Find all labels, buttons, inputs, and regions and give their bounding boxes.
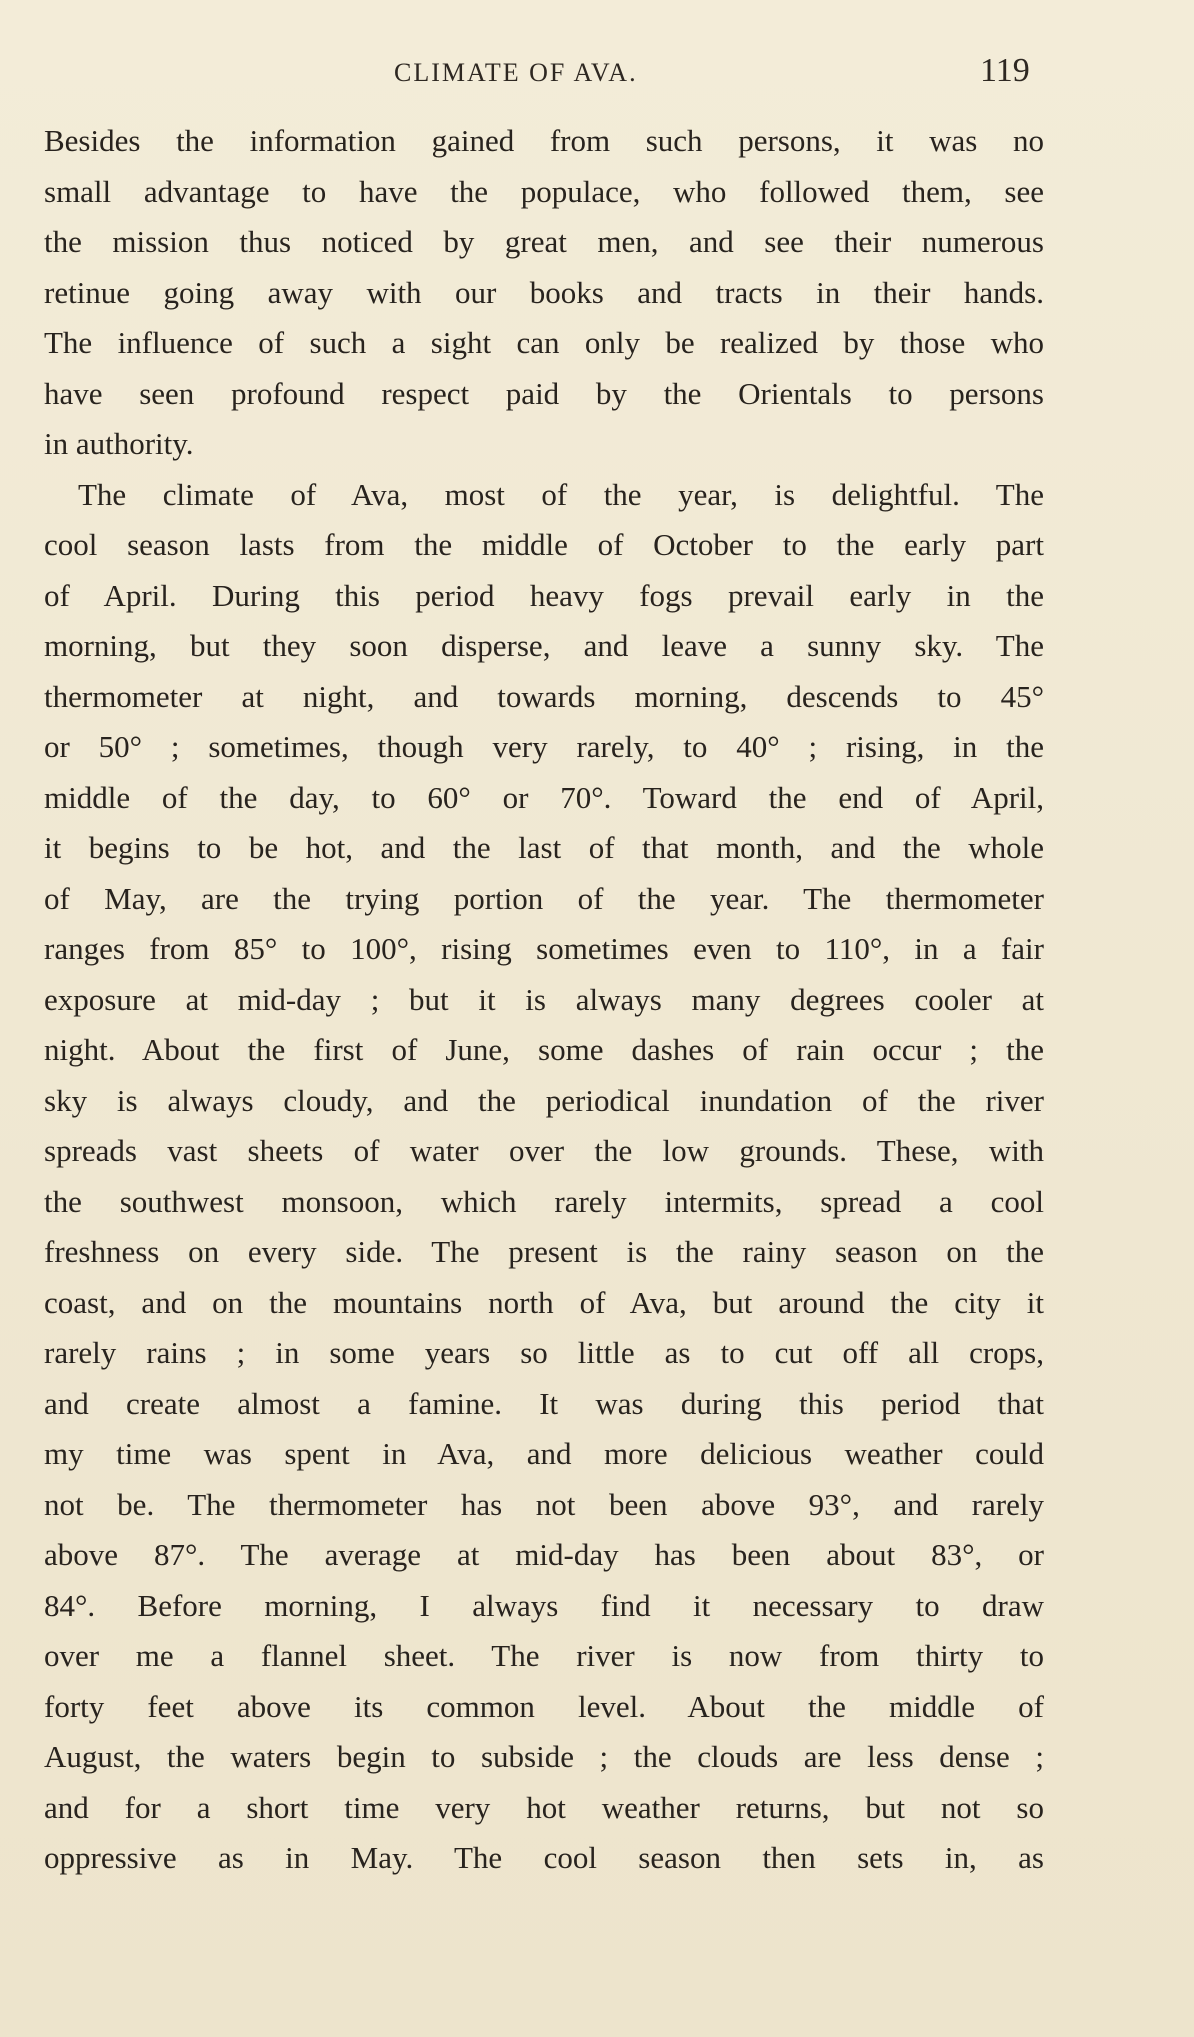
text-line: August, the waters begin to subside ; the clouds are less dense ; bbox=[44, 1739, 1044, 1774]
text-line: of May, are the trying portion of the year. The thermometer bbox=[44, 880, 1044, 916]
text-line: over me a flannel sheet. The river is now from thirty to bbox=[44, 1638, 1044, 1673]
text-line: it begins to be hot, and the last of that month, and the whole bbox=[44, 830, 1044, 865]
text-line: The climate of Ava, most of the year, is delightful. The bbox=[78, 476, 1044, 512]
text-line: the mission thus noticed by great men, and see their numerous bbox=[44, 224, 1044, 259]
text-line: spreads vast sheets of water over the low grounds. These, with bbox=[44, 1133, 1044, 1168]
text-line: or 50° ; sometimes, though very rarely, to 40° ; rising, in the bbox=[44, 729, 1044, 764]
text-line: and create almost a famine. It was during this period that bbox=[44, 1385, 1044, 1421]
text-line: rarely rains ; in some years so little as to cut off all crops, bbox=[44, 1335, 1044, 1370]
text-line: sky is always cloudy, and the periodical inundation of the river bbox=[44, 1082, 1044, 1118]
text-line: middle of the day, to 60° or 70°. Toward the end of April, bbox=[44, 779, 1044, 815]
text-line: my time was spent in Ava, and more delicious weather could bbox=[44, 1436, 1044, 1471]
text-line: of April. During this period heavy fogs prevail early in the bbox=[44, 577, 1044, 613]
text-line: ranges from 85° to 100°, rising sometimes even to 110°, in a fair bbox=[44, 931, 1044, 966]
page-header bbox=[0, 52, 1194, 92]
text-line: oppressive as in May. The cool season then sets in, as bbox=[44, 1840, 1044, 1875]
text-line: night. About the first of June, some dashes of rain occur ; the bbox=[44, 1032, 1044, 1067]
text-line: above 87°. The average at mid-day has been about 83°, or bbox=[44, 1537, 1044, 1572]
text-line: freshness on every side. The present is the rainy season on the bbox=[44, 1234, 1044, 1269]
body-text bbox=[44, 116, 1044, 1884]
text-line: in authority. bbox=[44, 426, 194, 461]
text-line: The influence of such a sight can only be realized by those who bbox=[44, 325, 1044, 360]
text-line: exposure at mid-day ; but it is always many degrees cooler at bbox=[44, 981, 1044, 1017]
text-line: small advantage to have the populace, who followed them, see bbox=[44, 173, 1044, 209]
text-line: Besides the information gained from such persons, it was no bbox=[44, 123, 1044, 158]
text-line: forty feet above its common level. About the middle of bbox=[44, 1688, 1044, 1724]
text-line: coast, and on the mountains north of Ava, but around the city it bbox=[44, 1284, 1044, 1320]
text-line: and for a short time very hot weather returns, but not so bbox=[44, 1789, 1044, 1825]
text-line: the southwest monsoon, which rarely intermits, spread a cool bbox=[44, 1183, 1044, 1219]
text-line: cool season lasts from the middle of October to the early part bbox=[44, 527, 1044, 562]
text-line: retinue going away with our books and tracts in their hands. bbox=[44, 274, 1044, 310]
running-head: CLIMATE OF AVA. bbox=[394, 58, 638, 87]
text-line: thermometer at night, and towards morning, descends to 45° bbox=[44, 678, 1044, 714]
text-line: morning, but they soon disperse, and leave a sunny sky. The bbox=[44, 628, 1044, 663]
page-number: 119 bbox=[980, 52, 1030, 89]
text-line: not be. The thermometer has not been above 93°, and rarely bbox=[44, 1486, 1044, 1522]
text-line: have seen profound respect paid by the Orientals to persons bbox=[44, 375, 1044, 411]
text-line: 84°. Before morning, I always find it necessary to draw bbox=[44, 1587, 1044, 1623]
